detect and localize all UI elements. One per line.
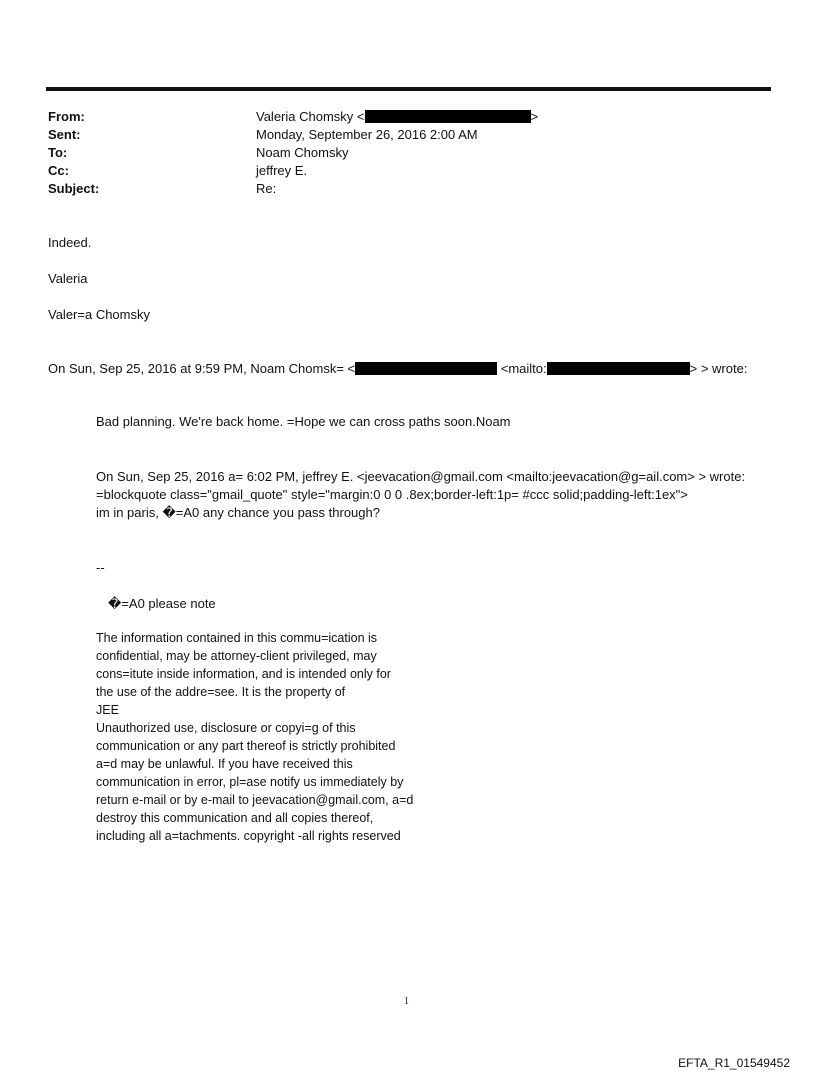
- quote-header-suffix: > > wrote:: [689, 361, 748, 376]
- sent-label: Sent:: [48, 127, 81, 142]
- sent-value: Monday, September 26, 2016 2:00 AM: [256, 127, 478, 142]
- redaction-box: [355, 362, 497, 375]
- document-id: EFTA_R1_01549452: [678, 1056, 790, 1070]
- header-rule: [46, 87, 771, 91]
- disclaimer-text: The information contained in this commu=ication is confidential, may be attorney-client privileged, may cons=itute inside information, and is intended only for the use of the addre=see. It is the property of JEE Unauthorized use, disclosure or copyi=g of this communication or any part thereof is strictly prohibited a=d may be unlawful. If you have received this communication in error, pl=ase notify us immediately by return e-mail or by e-mail to jeevacation@gmail.com, a=d destroy this communication and all copies thereof, including all a=tachments. copyright -all rights reserved: [96, 631, 414, 843]
- from-name: Valeria Chomsky <: [256, 109, 365, 124]
- from-label: From:: [48, 109, 85, 124]
- quote-header-prefix: On Sun, Sep 25, 2016 at 9:59 PM, Noam Chomsk= <: [48, 361, 356, 376]
- jeffrey-message: im in paris, �=A0 any chance you pass through?: [96, 505, 380, 520]
- body-line-valeria: Valeria: [48, 271, 88, 286]
- quote-header-noam: [48, 361, 747, 377]
- please-note: �=A0 please note: [108, 596, 216, 611]
- noam-reply: Bad planning. We're back home. =Hope we can cross paths soon.Noam: [96, 414, 511, 429]
- from-value: [256, 109, 538, 125]
- to-value: Noam Chomsky: [256, 145, 349, 160]
- to-label: To:: [48, 145, 68, 160]
- redaction-box: [547, 362, 690, 375]
- blockquote-markup: =blockquote class="gmail_quote" style="margin:0 0 0 .8ex;border-left:1p= #ccc solid;padding-left:1ex">: [96, 487, 688, 502]
- subject-label: Subject:: [48, 181, 100, 196]
- cc-label: Cc:: [48, 163, 69, 178]
- subject-value: Re:: [256, 181, 277, 196]
- signature-dash: --: [96, 560, 105, 575]
- body-line-signature: Valer=a Chomsky: [48, 307, 150, 322]
- from-suffix: >: [530, 109, 539, 124]
- quote-header-mailto: <mailto:: [500, 361, 547, 376]
- quote-header-jeffrey: On Sun, Sep 25, 2016 a= 6:02 PM, jeffrey E. <jeevacation@gmail.com <mailto:jeevacation@g=ail.com> > wrote:: [96, 469, 746, 484]
- cc-value: jeffrey E.: [256, 163, 308, 178]
- body-line-indeed: Indeed.: [48, 235, 92, 250]
- page-number: 1: [404, 996, 409, 1007]
- redaction-box: [365, 110, 531, 123]
